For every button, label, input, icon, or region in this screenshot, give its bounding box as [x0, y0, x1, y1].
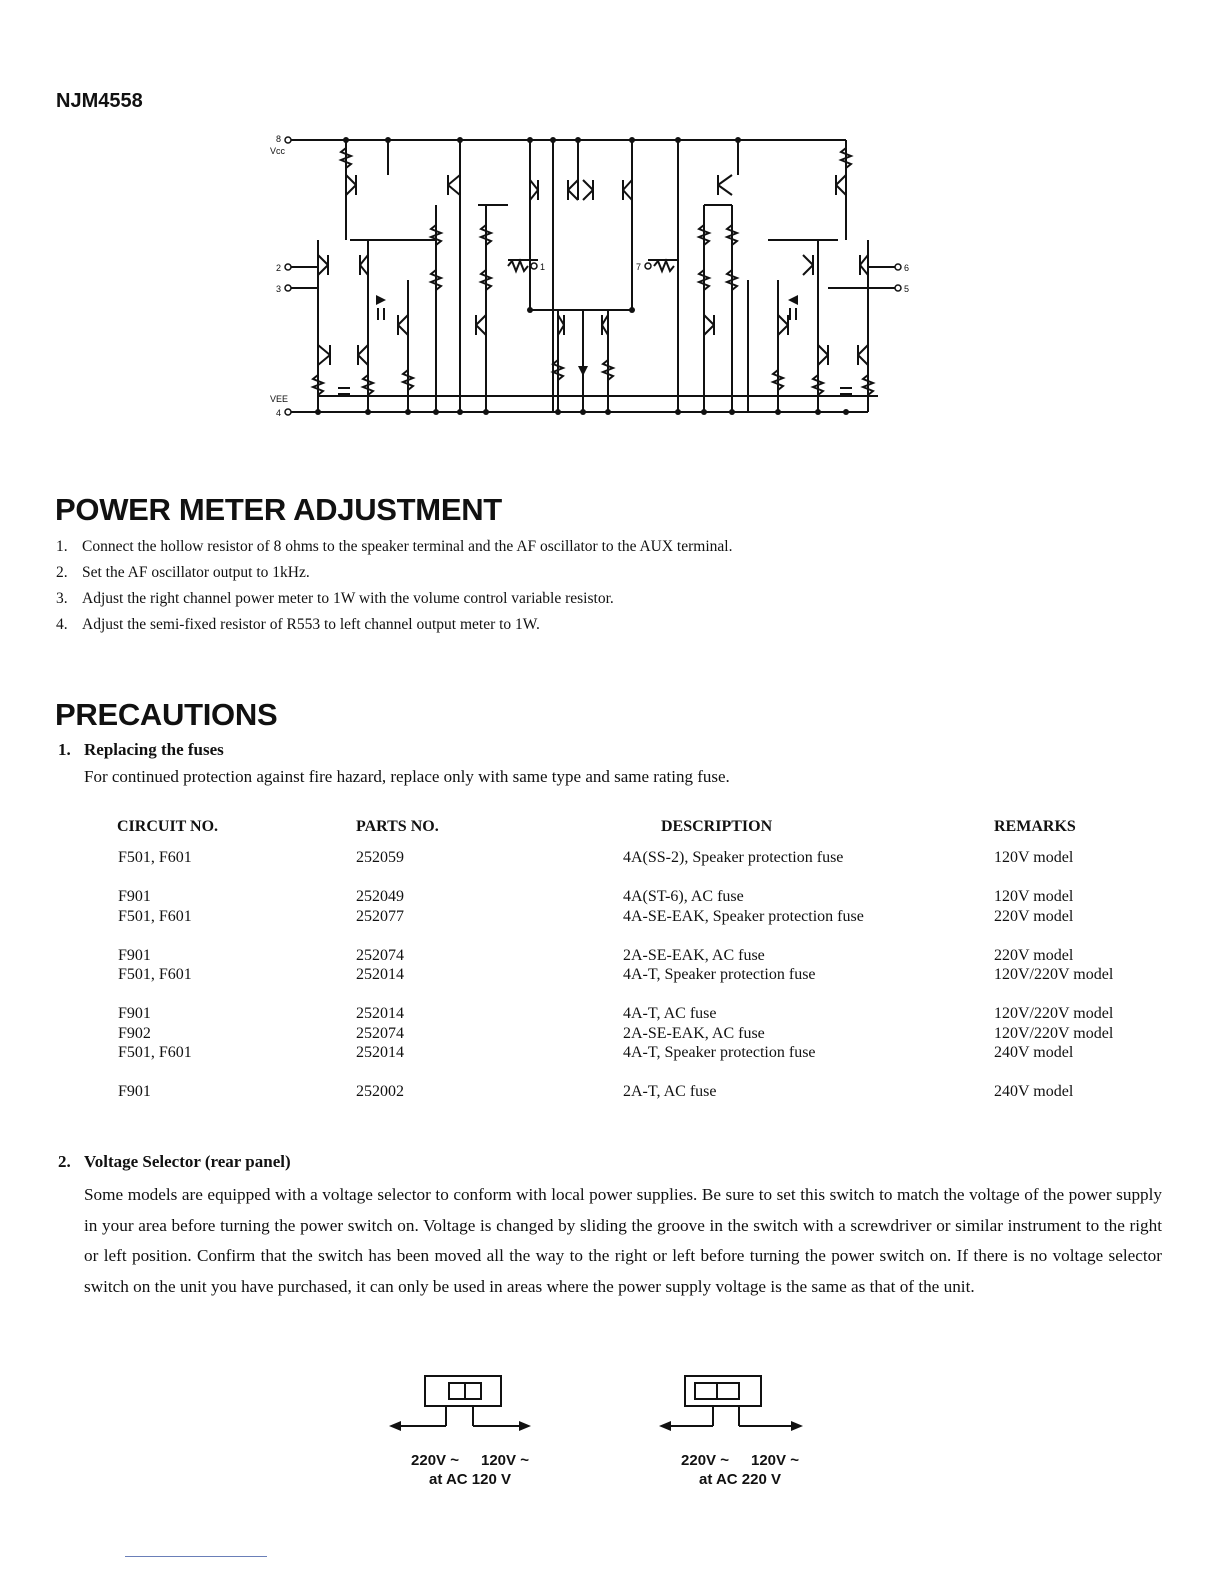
- pin-4-label: 4: [276, 408, 282, 418]
- chip-title: NJM4558: [56, 90, 143, 112]
- voltage-switch-icon: [385, 1370, 555, 1450]
- fuse-cell-remarks: 120V/220V model: [994, 1024, 1114, 1042]
- fuse-cell-parts: 252059: [356, 849, 404, 866]
- footer-rule: [125, 1556, 267, 1557]
- step-1: 1. Connect the hollow resistor of 8 ohms to the speaker terminal and the AF oscillator to the AUX terminal.: [56, 538, 733, 555]
- vee-label: VEE: [270, 394, 289, 404]
- fuse-cell-circuit: F501, F601: [118, 849, 192, 866]
- step-4: 4. Adjust the semi-fixed resistor of R553 to left channel output meter to 1W.: [56, 616, 540, 633]
- col-description: DESCRIPTION: [661, 818, 773, 835]
- step-3: 3. Adjust the right channel power meter to 1W with the volume control variable resistor.: [56, 590, 614, 607]
- fuse-cell-desc: 4A-T, AC fuse: [623, 1005, 717, 1022]
- fuse-cell-parts: 252014: [356, 1005, 404, 1022]
- pin-5-label: 5: [904, 284, 910, 294]
- fuse-cell-desc: 2A-T, AC fuse: [623, 1083, 717, 1100]
- fuse-cell-circuit: F902: [118, 1024, 151, 1042]
- fuse-cell-remarks: 120V model: [994, 888, 1074, 905]
- fuse-cell-parts: 252049: [356, 888, 404, 905]
- fuse-cell-parts: 252074: [356, 1024, 404, 1042]
- fuse-cell-circuit: F501, F601: [118, 966, 192, 983]
- switch-right-label: 120V ~: [751, 1452, 799, 1469]
- precautions-title: PRECAUTIONS: [55, 697, 278, 732]
- switch-setting-label: at AC 120 V: [429, 1471, 511, 1488]
- fuse-cell-parts: 252002: [356, 1083, 404, 1100]
- switch-left-label: 220V ~: [681, 1452, 729, 1469]
- voltage-switch-icon: [655, 1370, 825, 1450]
- switch-left-label: 220V ~: [411, 1452, 459, 1469]
- switch-setting-label: at AC 220 V: [699, 1471, 781, 1488]
- fuse-cell-remarks: 240V model: [994, 1083, 1074, 1100]
- fuse-cell-desc: 4A(ST-6), AC fuse: [623, 888, 744, 905]
- fuse-cell-parts: 252014: [356, 966, 404, 983]
- power-meter-title: POWER METER ADJUSTMENT: [55, 492, 502, 527]
- fuse-cell-desc: 4A(SS-2), Speaker protection fuse: [623, 849, 844, 866]
- fuse-cell-circuit: F501, F601: [118, 907, 192, 925]
- voltage-text: Some models are equipped with a voltage selector to conform with local power supplies. Be sure to set this switch to match the voltage of the power supply in your area before turning the power switch on. Voltage is changed by sliding the groove in the switch with a screwdriver or similar instrument to the right or left position. Confirm that the switch has been moved all the way to the right or left before turning the power switch on. If there is no voltage selector switch on the unit you have purchased, it can only be used in areas where the power supply voltage is the same as that of the unit.: [84, 1185, 1162, 1296]
- pin-3-label: 3: [276, 284, 282, 294]
- pin-8-label: 8: [276, 134, 282, 144]
- fuses-text: For continued protection against fire hazard, replace only with same type and same rating fuse.: [84, 767, 730, 786]
- fuse-cell-circuit: F901: [118, 1005, 151, 1022]
- step-2: 2. Set the AF oscillator output to 1kHz.: [56, 564, 310, 581]
- fuse-cell-remarks: 220V model: [994, 907, 1074, 925]
- fuse-cell-parts: 252074: [356, 946, 404, 964]
- vcc-label: Vcc: [270, 146, 286, 156]
- pin-7-label: 7: [636, 262, 642, 272]
- fuse-cell-circuit: F501, F601: [118, 1044, 192, 1061]
- fuse-cell-remarks: 120V model: [994, 849, 1074, 866]
- col-parts: PARTS NO.: [356, 818, 439, 835]
- pin-6-label: 6: [904, 263, 910, 273]
- fuse-cell-remarks: 120V/220V model: [994, 966, 1114, 983]
- fuse-cell-desc: 4A-SE-EAK, Speaker protection fuse: [623, 907, 864, 925]
- switch-diagram-220v: [655, 1370, 825, 1500]
- power-meter-steps: [56, 538, 732, 642]
- fuses-heading: 1. Replacing the fuses: [58, 740, 224, 759]
- fuse-cell-desc: 2A-SE-EAK, AC fuse: [623, 1024, 765, 1042]
- voltage-heading: 2. Voltage Selector (rear panel): [58, 1152, 291, 1171]
- fuse-cell-desc: 4A-T, Speaker protection fuse: [623, 966, 816, 983]
- fuse-cell-parts: 252077: [356, 907, 404, 925]
- pin-1-label: 1: [540, 262, 546, 272]
- fuse-cell-remarks: 220V model: [994, 946, 1074, 964]
- fuse-cell-parts: 252014: [356, 1044, 404, 1061]
- switch-right-label: 120V ~: [481, 1452, 529, 1469]
- fuse-cell-circuit: F901: [118, 888, 151, 905]
- pin-2-label: 2: [276, 263, 282, 273]
- fuse-cell-circuit: F901: [118, 1083, 151, 1100]
- njm4558-schematic: [268, 130, 918, 430]
- fuse-cell-circuit: F901: [118, 946, 151, 964]
- col-remarks: REMARKS: [994, 818, 1076, 835]
- fuse-cell-remarks: 240V model: [994, 1044, 1074, 1061]
- switch-diagram-120v: [385, 1370, 555, 1500]
- fuse-cell-desc: 2A-SE-EAK, AC fuse: [623, 946, 765, 964]
- fuse-cell-remarks: 120V/220V model: [994, 1005, 1114, 1022]
- col-circuit: CIRCUIT NO.: [117, 818, 219, 835]
- fuse-cell-desc: 4A-T, Speaker protection fuse: [623, 1044, 816, 1061]
